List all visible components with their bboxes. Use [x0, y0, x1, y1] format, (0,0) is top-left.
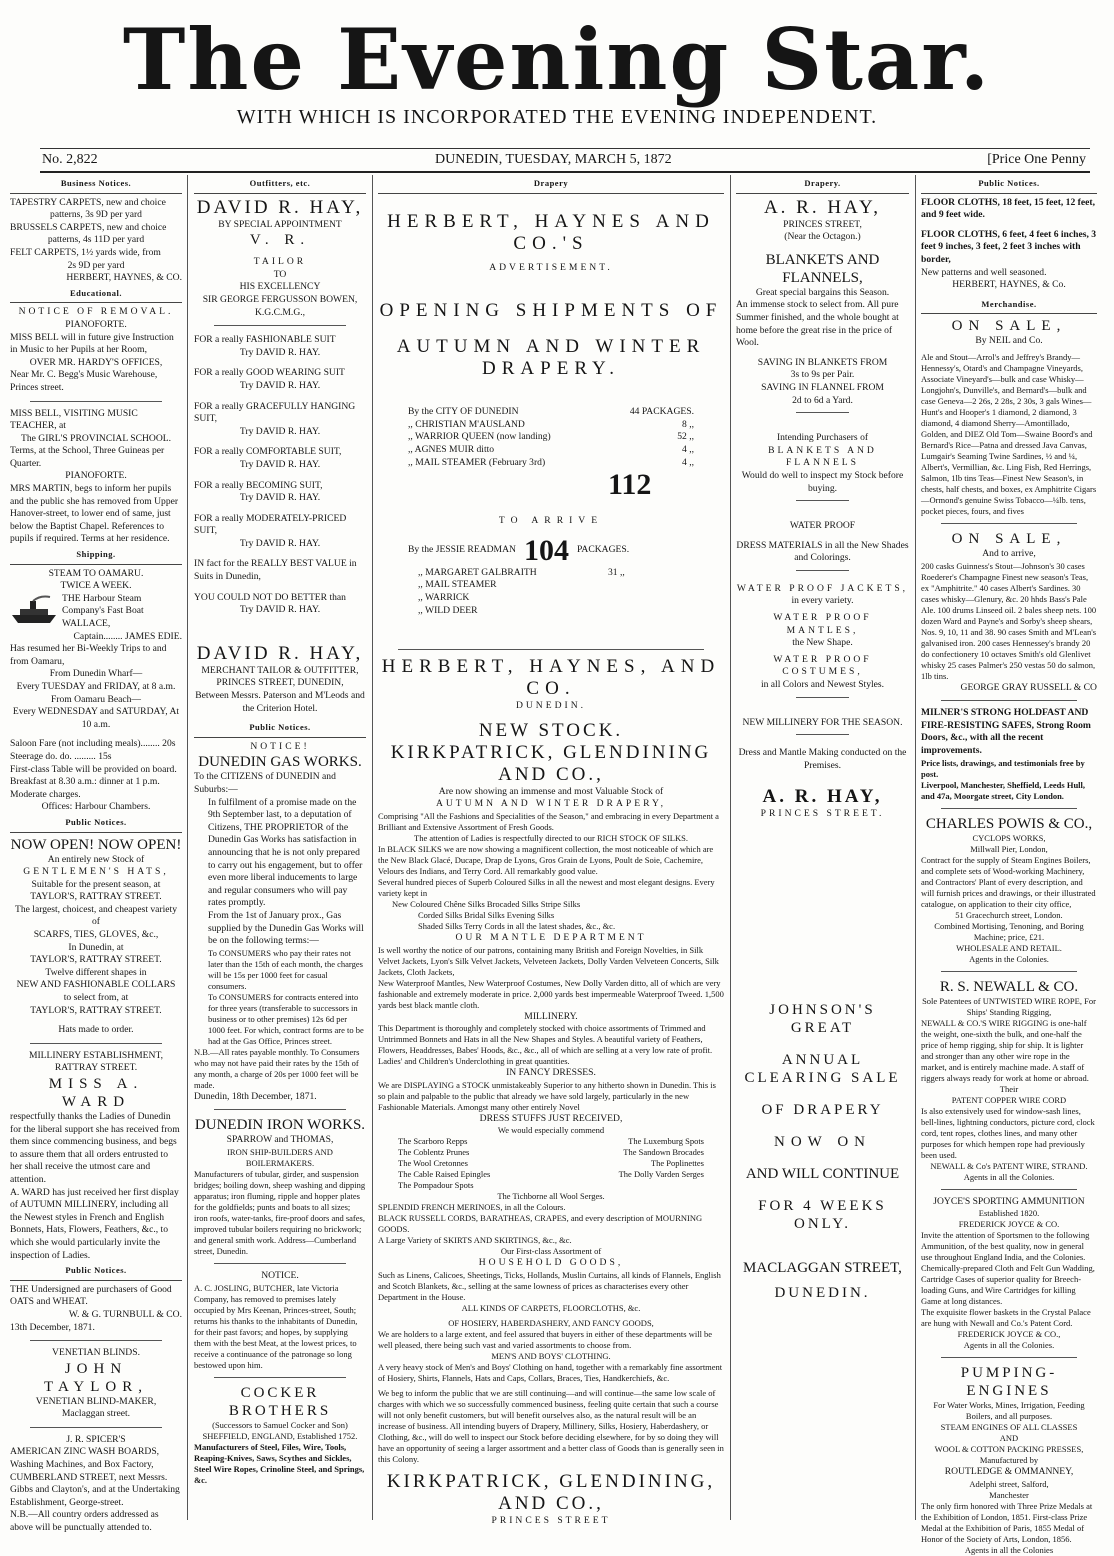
text-line: Offices: Harbour Chambers. — [41, 801, 151, 813]
text-line: Every WEDNESDAY and SATURDAY, At 10 a.m. — [12, 706, 180, 730]
heading: HOUSEHOLD GOODS, — [478, 1257, 624, 1269]
paragraph: A. C. JOSLING, BUTCHER, late Victoria Company, has removed to premises lately occupied by Mrs Keenan, Princes-street, South; returns his thanks to the inhabitants of Dunedin, for their past favors; and hopes, by supplying them with the best Meat, at the lowest prices, to receive a continuance of the patronage so long bestowed upon him. — [194, 1282, 358, 1370]
section-heading: Business Notices. — [10, 175, 182, 194]
issue-number: No. 2,822 — [42, 152, 98, 167]
text-line: patterns, 4s 11D per yard — [47, 234, 145, 246]
text-line: Agents in all the Colonies — [964, 1544, 1054, 1555]
divider — [941, 523, 1077, 524]
text-line: to select from, at — [63, 992, 129, 1004]
text-line: FOR a really GOOD WEARING SUIT — [194, 367, 345, 379]
heading: AND WILL CONTINUE — [745, 1166, 900, 1182]
column-rule — [730, 175, 731, 1520]
heading: MILLINERY. — [524, 1010, 578, 1022]
column-5 — [921, 175, 1097, 1555]
text-line: FREDERICK JOYCE & CO., — [957, 1329, 1061, 1340]
text-line: Millwall Pier, London, — [970, 843, 1048, 854]
text-line: Every TUESDAY and FRIDAY, at 8 a.m. — [16, 680, 176, 692]
heading: WATER PROOF — [789, 520, 856, 532]
heading: WATER PROOF JACKETS, — [736, 582, 909, 594]
paragraph: 200 casks Guinness's Stout—Johnson's 30 cases Roederer's Champagne Finest new season's Teas, ex "Amphitrite." 40 cases Albert's Sardines. 30 cases whisky—Glenury, &c. 20 hhds Bass's Pale Ale. 100 drums Linseed oil. 2 bales sheep nets. 100 dozen Ward and Payne's and Sorby's sheep shears, Nos. 9, 10, 11 and 38. 90 cases Smith and M'Lean's galvanised iron. 200 cases Hennessey's brandy 20 do confectionery 10 octaves Smith's old Glenlivet whisky 25 cases Palmer's 250 vestas 50 do salmon, 1lb tins. — [921, 560, 1097, 681]
table-row: By the JESSIE READMAN 104 PACKAGES. — [408, 533, 630, 567]
heading: NOTICE OF REMOVAL. — [18, 306, 174, 318]
divider — [941, 971, 1077, 972]
heading: NOW OPEN! NOW OPEN! — [10, 836, 182, 853]
text-line: We would especially commend — [497, 1125, 605, 1136]
heading: JOYCE'S SPORTING AMMUNITION — [933, 1195, 1085, 1207]
section-heading: Drapery — [378, 175, 724, 194]
heading: STEAM TO OAMARU. — [48, 567, 144, 579]
text-line: Manchester — [989, 1489, 1029, 1500]
text-line: Hats made to order. — [58, 1024, 134, 1036]
text-line: WHOLESALE AND RETAIL. — [956, 942, 1062, 953]
heading: NOTICE. — [261, 1269, 299, 1281]
divider — [796, 412, 849, 413]
text-line: And to arrive, — [982, 547, 1036, 559]
text-line: Captain........ JAMES EDIE. — [73, 630, 182, 642]
text-line: Between Messrs. Paterson and M'Leods and the Criterion Hotel. — [195, 690, 365, 714]
paragraph: respectfully thanks the Ladies of Dunedin for the liberal support she has received from them since commencing business, and begs to assure them that all orders entrusted to her shall receive the utmost care and attention. — [10, 1111, 180, 1185]
text-line: (Near the Octagon.) — [784, 231, 861, 243]
heading: ON SALE, — [951, 530, 1067, 547]
text-line: 3s to 9s per Pair. — [790, 369, 855, 381]
text-line: OVER MR. HARDY'S OFFICES, — [29, 356, 163, 368]
text-line: Suitable for the present season, at — [31, 878, 161, 890]
heading: HERBERT, HAYNES AND CO.'S — [387, 210, 715, 254]
text-line: From Dunedin Wharf— — [49, 668, 143, 680]
paragraph: N.B.—All country orders addressed as above will be punctually attended to. — [10, 1509, 159, 1534]
text-line: Shaded Silks Terry Cords in all the latest shades, &c., &c. — [418, 920, 616, 931]
paragraph: AMERICAN ZINC WASH BOARDS, Washing Machines, and Box Factory, CUMBERLAND STREET, next Messrs. Gibbs and Clayton's, and at the Undertaking Establishment, George-street. — [10, 1446, 180, 1508]
dress-stuffs-table: The Scarboro Repps The Luxemburg Spots The Coblentz Prunes The Sandown Brocades The Wool Cretonnes The Poplinettes The Cable Raised Epingles The Dolly Varden Serges The Pompadour Spots — [398, 1136, 704, 1191]
column-rule — [915, 175, 916, 1520]
text-line: Try DAVID R. HAY. — [239, 458, 321, 470]
text-line: FOR a really COMFORTABLE SUIT, — [194, 446, 342, 458]
total: 104 — [523, 533, 569, 567]
text-line: FOR a really BECOMING SUIT, — [194, 479, 323, 491]
paragraph: In BLACK SILKS we are now showing a magnificent collection, the most noticeable of which are the New Black Glacé, Ducape, Drap de Lyons, Gros Grain de Lyons, Poult de Soie, Cachemire, Velours des Indians, and Terry Cord. All remarkably good value. — [378, 843, 714, 876]
column-rule — [187, 175, 188, 1520]
paragraph: The exquisite flower baskets in the Crystal Palace are hung with Newall and Co.'s Patent Cord. — [921, 1307, 1091, 1329]
heading: AUTUMN AND WINTER DRAPERY. — [396, 336, 706, 380]
text-line: PRINCES STREET, DUNEDIN, — [216, 677, 344, 689]
text-line: FOR a really FASHIONABLE SUIT — [194, 334, 336, 346]
divider — [796, 570, 849, 571]
paragraph: Liverpool, Manchester, Sheffield, Leeds Hull, and 47a, Moorgate street, City London. — [921, 779, 1086, 801]
divider — [796, 697, 849, 698]
masthead-subtitle: WITH WHICH IS INCORPORATED THE EVENING INDEPENDENT. — [236, 106, 878, 128]
heading: TO ARRIVE — [498, 515, 604, 527]
text-line: 2d to 6d a Yard. — [792, 394, 853, 406]
paragraph: We beg to inform the public that we are still continuing—and will continue—the same low scale of charges with which we so successfully commenced business, feeling quite certain that such a course will not only benefit customers, but will benefit ourselves also, as the natural result will be an increase of business. All intending buyers of Drapery, Millinery, Silks, Hosiery, Haberdashery, or Clothing, &c., will do well to inspect our Stock before deciding elsewhere, for by so doing they will have an opportunity of seeing a larger assortment and a better class of Goods than is generally seen in this Colony. — [378, 1387, 724, 1464]
text-line: MERCHANT TAILOR & OUTFITTER, — [201, 664, 359, 676]
steamer-ad — [10, 593, 182, 631]
advertiser: HERBERT, HAYNES, & CO. — [66, 272, 182, 284]
paragraph: Price lists, drawings, and testimonials free by post. — [921, 757, 1085, 779]
paragraph: Manufacturers of Steel, Files, Wire, Tools, Reaping-Knives, Saws, Scythes and Sickles, Steel Wire Ropes, Crinoline Steel, and Springs, &c. — [194, 1441, 365, 1485]
arrivals-list — [378, 567, 724, 617]
text-line: ROUTLEDGE & OMMANNEY, — [944, 1466, 1074, 1478]
text-line: DUNEDIN. — [515, 700, 587, 712]
paragraph: Several hundred pieces of Superb Coloured Silks in all the newest and most elegant designs. Every variety kept in — [378, 876, 715, 898]
heading: NOW ON — [774, 1134, 871, 1150]
text-line: TAYLOR'S, RATTRAY STREET. — [30, 1004, 162, 1016]
text-line: Agents in the Colonies. — [969, 953, 1049, 964]
price: [Price One Penny — [987, 152, 1086, 167]
heading: FOR 4 WEEKS ONLY. — [758, 1198, 887, 1232]
column-rule — [372, 175, 373, 1520]
heading: DRESS STUFFS JUST RECEIVED, — [479, 1112, 623, 1124]
heading: ANNUAL CLEARING SALE — [744, 1052, 901, 1086]
paragraph: FLOOR CLOTHS, 18 feet, 15 feet, 12 feet, and 9 feet wide. — [921, 196, 1095, 221]
text-line: Great special bargains this Season. — [755, 286, 890, 298]
text-line: patterns, 3s 9D per yard — [50, 209, 142, 221]
paragraph: MRS MARTIN, begs to inform her pupils and the public she has removed from Upper Hanover-street, to lower end of same, just below the Baptist Chapel. References to pupils if required. Terms at her residence. — [10, 483, 179, 545]
text-line: Their — [999, 1083, 1019, 1094]
paragraph: Such as Linens, Calicoes, Sheetings, Ticks, Hollands, Muslin Curtains, all kinds of Flannels, English and Scotch Blankets, &c., selling at the same lowness of prices as characterises every other Department in the House. — [378, 1269, 721, 1302]
list-item: ,, MARGARET GALBRAITH — [418, 566, 537, 578]
column-4 — [736, 175, 909, 1520]
divider — [214, 1377, 346, 1378]
paragraph: Is well worthy the notice of our patrons, containing many British and Foreign Novelties, in Silk Velvet Jackets, Lyon's Silk Velvet Jackets, Velveteen Jackets, Dolly Varden Velveteen Concerts, Silk Jackets, Cloth Jackets, — [378, 944, 719, 977]
heading: PIANOFORTE. — [65, 470, 127, 482]
advertiser: HERBERT, HAYNES, & Co. — [952, 279, 1066, 291]
paragraph: In fulfilment of a promise made on the 9th September last, to a deputation of Citizens, THE PROPRIETOR of the Dunedin Gas Works has satisfaction in announcing that he is not only prepared to carry out his engagement, but to offer even more liberal inducements to large and regular consumers who will pay rates promptly. — [208, 796, 363, 909]
paragraph: New Waterproof Mantles, New Waterproof Costumes, New Dolly Varden ditto, all of which are very fashionable and extremely moderate in price. 2,000 yards best impermeable Waterproof Tweed. 1,500 yards best black mantle cloth. — [378, 977, 724, 1010]
text-line: Manufactured by — [979, 1455, 1039, 1466]
heading: DAVID R. HAY, — [196, 642, 364, 664]
divider — [398, 649, 704, 650]
heading: NEW STOCK. — [478, 719, 624, 741]
heading: A. R. HAY, — [763, 196, 882, 218]
text-line: Are now showing an immense and most Valuable Stock of — [438, 785, 664, 797]
text-line: BRUSSELS CARPETS, new and choice — [10, 221, 167, 233]
heading: DUNEDIN. — [774, 1285, 871, 1301]
text-line: A Large Variety of SKIRTS AND SKIRTINGS, &c., &c. — [378, 1235, 572, 1246]
heading: A. R. HAY, — [762, 786, 883, 808]
total: 112 — [608, 468, 652, 502]
section-heading: Shipping. — [10, 546, 182, 565]
text-line: PATENT COPPER WIRE CORD — [951, 1094, 1067, 1105]
heading: VENETIAN BLINDS. — [52, 1347, 140, 1359]
text-line: For Water Works, Mines, Irrigation, Feeding Boilers, and all purposes. — [933, 1400, 1085, 1422]
paragraph: Comprising "All the Fashions and Specialities of the Season," and embracing in every Department a Brilliant and Extensive Assortment of Fresh Goods. — [378, 810, 719, 832]
divider — [30, 1043, 162, 1044]
text-line: By NEIL and Co. — [975, 335, 1043, 347]
text-line: WOOL & COTTON PACKING PRESSES, — [934, 1444, 1084, 1455]
section-heading: Outfitters, etc. — [194, 175, 366, 194]
paragraph: The only firm honored with Three Prize Medals at the Exhibition of London, 1851. First-class Prize Medal at the Exhibition of Paris, 1855 Medal of Honor of the Society of Arts, London, 1856. — [921, 1500, 1093, 1544]
paragraph: Ale and Stout—Arrol's and Jeffrey's Brandy—Hennessy's, Otard's and Champagne Vineyards, Associate Vineyard's—bulk and case Whisky—Longjohn's, Dunville's, and Bernard's—bulk and case Geneva—2 26s, 2 28s, 2 30s, 3 gals Wines—Hunt's and Hooper's 1 diamond, 2 diamond, 3 diamond, 4 diamond Sherry—Amontillado, Golden, and DIEZ Old Tom—Swaine Boord's and Bernard's Rice—Patna and dressed Java Canvas, Lumgair's Seaming Twine Sardines, ½ and ¼, Albert's, Vermillian, &c. Ling Fish, Red Herrings, Salmon, 1lb tins Teas—Finest New Season's, in chests, half chests, and boxes, ex Amphitrite Cigars—Ormond's genuine Swiss Tobacco—¼lb. tens, pocket pieces, fours, and fives — [921, 351, 1097, 516]
steamship-icon — [10, 593, 58, 625]
text-line: SIR GEORGE FERGUSSON BOWEN, — [202, 293, 358, 305]
heading: KIRKPATRICK, GLENDINING AND CO., — [390, 741, 712, 785]
text-line: Try DAVID R. HAY. — [239, 346, 321, 358]
text-line: TAYLOR'S, RATTRAY STREET. — [30, 891, 162, 903]
text-line: The attention of Ladies is respectfully directed to our RICH STOCK OF SILKS. — [414, 832, 688, 843]
text-line: BLANKETS AND FLANNELS — [768, 444, 877, 469]
text-line: SAVING IN BLANKETS FROM — [757, 356, 888, 368]
divider — [30, 1340, 162, 1341]
heading: MEN'S AND BOYS' CLOTHING. — [491, 1350, 611, 1361]
text-line: HIS EXCELLENCY — [239, 281, 321, 293]
masthead-title: The Evening Star. — [122, 10, 992, 109]
text-line: VENETIAN BLIND-MAKER, — [35, 1395, 157, 1407]
suit-ads — [194, 334, 366, 617]
paragraph: Invite the attention of Sportsmen to the following Ammunition, of the best quality, now in general use throughout England India, and the Colonies. — [921, 1230, 1090, 1263]
table-row: ,, CHRISTIAN M'AUSLAND 8 ,, — [408, 418, 694, 430]
text-line: PRINCES STREET — [491, 1514, 611, 1526]
list-item: ,, MAIL STEAMER — [418, 579, 497, 591]
table-row: ,, AGNES MUIR ditto 4 ,, — [408, 443, 694, 455]
heading: COCKER BROTHERS — [228, 1384, 332, 1419]
heading: OPENING SHIPMENTS OF — [379, 300, 723, 322]
text-line: Try DAVID R. HAY. — [239, 379, 321, 391]
divider — [941, 1357, 1077, 1358]
text-line: DRESS MATERIALS in all the New Shades and Colorings. — [736, 539, 909, 564]
paragraph: Contract for the supply of Steam Engines Boilers, and complete sets of Wood-working Machinery, and Contractors' Plant of every description, and will furnish prices and drawings, or their illustrated catalogue, on application to their city office, — [921, 854, 1096, 909]
advertiser: W. & G. TURNBULL & CO. — [68, 1308, 182, 1320]
text-line: the New Shape. — [792, 637, 853, 649]
text-line: in all Colors and Newest Styles. — [760, 679, 885, 691]
list-item: ,, WARRICK — [418, 591, 470, 603]
heading: IN FANCY DRESSES. — [506, 1067, 596, 1079]
paragraph: Chemically-prepared Cloth and Felt Gun Wadding, Cartridge Cases of superior quality for Breech-loading Guns, and Wire Cartridges for killing Game at long distances. — [921, 1263, 1095, 1307]
text-line: Dunedin, 18th December, 1871. — [194, 1090, 317, 1102]
paragraph: An immense stock to select from. All pure Summer finished, and the whole bought at home before the great rise in the price of Wool. — [736, 299, 899, 349]
text-line: The Tichborne all Wool Serges. — [497, 1191, 605, 1202]
heading: MACLAGGAN STREET, — [743, 1260, 902, 1276]
text-line: (Successors to Samuel Cocker and Son) SHEFFIELD, ENGLAND, Established 1752. — [202, 1419, 358, 1441]
text-line: Try DAVID R. HAY. — [239, 537, 321, 549]
text-line: TAPESTRY CARPETS, new and choice — [10, 196, 166, 208]
column-1 — [10, 175, 182, 1534]
section-heading: Public Notices. — [10, 1262, 182, 1281]
heading: JOHN TAYLOR, — [44, 1360, 148, 1395]
text-line: SPARROW and THOMAS, — [226, 1134, 334, 1146]
text-line: FREDERICK JOYCE & CO. — [958, 1219, 1060, 1230]
text-line: Maclaggan street. — [61, 1408, 131, 1420]
paragraph: To CONSUMERS who pay their rates not later than the 15th of each month, the charges will be 15s per 1000 feet for casual consumers. — [208, 947, 363, 991]
text-line: Near Mr. C. Begg's Music Warehouse, Princes street. — [10, 369, 158, 393]
text-line: YOU COULD NOT DO BETTER than — [194, 591, 346, 603]
paragraph: MISS BELL, VISITING MUSIC TEACHER, at — [10, 407, 138, 432]
text-line: Adelphi street, Salford, — [969, 1478, 1049, 1489]
text-line: New patterns and well seasoned. — [921, 266, 1047, 278]
text-line: THE Harbour Steam Company's Fast Boat WALLACE, — [62, 592, 144, 629]
heading: DUNEDIN IRON WORKS. — [194, 1117, 366, 1134]
text-line: PRINCES STREET, — [783, 218, 862, 230]
paragraph: MISS BELL will in future give Instruction in Music to her Pupils at her Room, — [10, 331, 174, 356]
text-line: NEW AND FASHIONABLE COLLARS — [16, 979, 176, 991]
column-2 — [194, 175, 366, 1520]
paragraph: MILNER'S STRONG HOLDFAST AND FIRE-RESISTING SAFES, Strong Room Doors, &c., with all the recent improvements. — [921, 707, 1091, 756]
text-line: SPLENDID FRENCH MERINOES, in all the Colours. — [378, 1202, 566, 1213]
heading: R. S. NEWALL & CO. — [939, 978, 1079, 995]
masthead — [0, 0, 1114, 140]
divider — [30, 401, 162, 402]
divider — [214, 325, 346, 326]
text-line: Try DAVID R. HAY. — [239, 425, 321, 437]
text-line: V. R. — [249, 232, 311, 249]
text-line: Dress and Mantle Making conducted on the Premises. — [738, 747, 907, 771]
text-line: NEWALL & Co's PATENT WIRE, STRAND. — [930, 1160, 1088, 1171]
heading: PUMPING-ENGINES — [960, 1365, 1058, 1400]
divider — [941, 700, 1077, 701]
text-line: Terms, at the School, Three Guineas per Quarter. — [10, 445, 165, 469]
text-line: K.G.C.M.G., — [254, 306, 306, 318]
text-line: Agents in all the Colonies. — [963, 1171, 1055, 1182]
text-line: Try DAVID R. HAY. — [239, 604, 321, 616]
text-line: Intending Purchasers of — [776, 432, 869, 444]
divider — [30, 1427, 162, 1428]
text-line: 51 Gracechurch street, London. — [955, 909, 1063, 920]
heading: TWICE A WEEK. — [60, 580, 132, 592]
heading: HERBERT, HAYNES, AND CO. — [381, 656, 721, 700]
text-line: Our First-class Assortment of — [500, 1246, 602, 1257]
text-line: Corded Silks Bridal Silks Evening Silks — [418, 909, 555, 920]
text-line: In Dunedin, at — [68, 941, 124, 953]
heading: ON SALE, — [951, 318, 1067, 335]
text-line: SCARFS, TIES, GLOVES, &c., — [33, 929, 159, 941]
text-line: Saloon Fare (not including meals)........ 20s — [10, 738, 176, 750]
text-line: The GIRL'S PROVINCIAL SCHOOL. — [20, 432, 172, 444]
text-line: The largest, choicest, and cheapest variety of — [14, 903, 178, 928]
text-line: PRINCES STREET. — [760, 808, 885, 820]
heading: NEW MILLINERY FOR THE SEASON. — [742, 716, 903, 728]
text-line: TAILOR — [253, 256, 307, 268]
paragraph: A. WARD has just received her first display of AUTUMN MILLINERY, including all the Newest styles in French and English Bonnets, Hats, Flowers, Feathers, &c., to which she would particularly invite the inspection of Ladies. — [10, 1186, 179, 1261]
text-line: Sole Patentees of UNTWISTED WIRE ROPE, For Ships' Standing Rigging, — [922, 995, 1096, 1017]
text-line: Steerage do. do. ......... 15s — [10, 750, 112, 762]
heading: WATER PROOF COSTUMES, — [773, 653, 872, 678]
text-line: FOR a really GRACEFULLY HANGING SUIT, — [194, 400, 356, 425]
text-line: BY SPECIAL APPOINTMENT — [218, 218, 342, 230]
section-heading: Drapery. — [736, 175, 909, 194]
text-line: Twelve different shapes in — [45, 966, 147, 978]
text-line: Established 1820. — [978, 1208, 1040, 1219]
section-heading: Educational. — [10, 285, 182, 304]
heading: JOHNSON'S GREAT — [769, 1002, 876, 1036]
text-line: FELT CARPETS, 1½ yards wide, from — [10, 246, 161, 258]
heading: DAVID R. HAY, — [196, 196, 364, 218]
heading: MISS A. WARD — [48, 1076, 144, 1110]
text-line: An entirely new Stock of — [47, 853, 145, 865]
paragraph: NEWALL & CO.'S WIRE RIGGING is one-half the weight, one-sixth the bulk, and one-half the price of hemp rigging, ship for ship. It is lighter and stronger than any other wire rope in the market, and is entirely machine made. A staff of riggers always ready for work at home or abroad. — [921, 1017, 1089, 1083]
text-line: CYCLOPS WORKS, — [972, 832, 1046, 843]
paragraph: We are DISPLAYING a STOCK unmistakeably Superior to any hitherto shown in Dunedin. This is so plain and palpable to the public that already we have sold largely, particularly in the new Fashionable Materials. Amongst many other entirely Novel — [378, 1079, 716, 1112]
text-line: Combined Mortising, Tenoning, and Boring Machine; price, £21. — [934, 920, 1084, 942]
heading: OF DRAPERY — [761, 1102, 884, 1118]
heading: MILLINERY ESTABLISHMENT, — [28, 1049, 164, 1061]
text-line: TAYLOR'S, RATTRAY STREET. — [30, 954, 162, 966]
heading: CHARLES POWIS & CO., — [925, 815, 1093, 832]
heading: WATER PROOF MANTLES, — [773, 612, 872, 636]
text-line: Try DAVID R. HAY. — [239, 492, 321, 504]
section-heading: Merchandise. — [921, 296, 1097, 315]
section-heading: Public Notices. — [194, 719, 366, 738]
paragraph: A very heavy stock of Men's and Boys' Clothing on hand, together with a remarkably fine assortment of Hosiery, Shirts, Flannels, Hats and Caps, Collars, Braces, Ties, Handkerchiefs, &c. — [378, 1361, 723, 1383]
column-3 — [378, 175, 724, 1526]
heading: KIRKPATRICK, GLENDINING, AND CO., — [386, 1470, 716, 1514]
paragraph: Is also extensively used for window-sash lines, bell-lines, lightning conductors, picture cord, clock cord, tent ropes, clothes lines, and many other purposes for which hempen rope had previously been used. — [921, 1105, 1095, 1160]
paragraph: To CONSUMERS for contracts entered into for three years (transferable to successors in business or to other premises) 12s 6d per 1000 feet. For which, contract forms are to be had at the Gas Office, Princes street. — [208, 991, 364, 1046]
text-line: STEAM ENGINES OF ALL CLASSES — [940, 1422, 1078, 1433]
table-row: ,, MAIL STEAMER (February 3rd) 4 ,, — [408, 456, 694, 468]
text-line: From Oamaru Beach— — [50, 693, 142, 705]
paragraph: BLACK RUSSELL CORDS, BARATHEAS, CRAPES, and every description of MOURNING GOODS. — [378, 1213, 703, 1235]
advertiser: GEORGE GRAY RUSSELL & CO — [960, 681, 1097, 693]
paragraph: We are holders to a large extent, and feel assured that buyers in either of these departments will be well pleased, there being such vast and varied assortments to choose from. — [378, 1328, 713, 1350]
section-heading: Public Notices. — [10, 814, 182, 833]
paragraph: First-class Table will be provided on board. Breakfast at 8.30 a.m.: dinner at 1 p.m. Moderate charges. — [10, 763, 177, 800]
text-line: 13th December, 1871. — [10, 1321, 95, 1333]
table-row: By the CITY OF DUNEDIN 44 PACKAGES. — [408, 406, 694, 418]
text-line: Has resumed her Bi-Weekly Trips to and from Oamaru, — [10, 643, 167, 667]
heading: DUNEDIN GAS WORKS. — [198, 754, 362, 771]
text-line: FOR a really MODERATELY-PRICED SUIT, — [194, 512, 347, 537]
text-line: AND — [999, 1433, 1019, 1444]
text-line: IN fact for the REALLY BEST VALUE in Suits in Dunedin, — [194, 558, 357, 583]
paragraph: FLOOR CLOTHS, 6 feet, 4 feet 6 inches, 3 feet 9 inches, 3 feet, 2 feet 3 inches with border, — [921, 228, 1097, 265]
text-line: 2s 9D per yard — [67, 259, 125, 271]
heading: PIANOFORTE. — [65, 318, 127, 330]
paragraph: N.B.—All rates payable monthly. To Consumers who may not have paid their rates by the 15th of any month, a charge of 20s per 1000 feet will be made. — [194, 1046, 360, 1090]
divider — [941, 1189, 1077, 1190]
shipments-table — [378, 406, 724, 501]
paragraph: From the 1st of January prox., Gas supplied by the Dunedin Gas Works will be on the following terms:— — [208, 909, 364, 947]
text-line: AUTUMN AND WINTER DRAPERY, — [435, 798, 667, 810]
text-line: 31 ,, — [608, 566, 625, 578]
divider — [941, 808, 1077, 809]
carpets-ad — [10, 197, 182, 285]
text-line: in every variety. — [791, 595, 854, 607]
text-line: IRON SHIP-BUILDERS AND BOILERMAKERS. — [227, 1146, 333, 1168]
text-line: SAVING IN FLANNEL FROM — [761, 381, 884, 393]
text-line: ALL KINDS OF CARPETS, FLOORCLOTHS, &c. — [461, 1302, 641, 1313]
text-line: GENTLEMEN'S HATS, — [23, 866, 169, 878]
table-row: ,, WARRIOR QUEEN (now landing) 52 ,, — [408, 431, 694, 443]
place-date: DUNEDIN, TUESDAY, MARCH 5, 1872 — [435, 152, 672, 167]
section-heading: Public Notices. — [921, 175, 1097, 194]
divider — [214, 1263, 346, 1264]
divider — [214, 1109, 346, 1110]
text-line: Would do well to inspect my Stock before buying. — [741, 469, 904, 494]
heading: NOTICE! — [250, 740, 310, 752]
paragraph: This Department is thoroughly and completely stocked with choice assortments of Trimmed and Untrimmed Bonnets and Hats in all the New Shapes and Styles. A beautiful variety of Feathers, Flowers, Headdresses, Babes' Hoods, &c., &c., all of which are selling at a very low rate of profit. Ladies' and Children's Underclothing in great quantities. — [378, 1023, 713, 1067]
paragraph: To the CITIZENS of DUNEDIN and Suburbs:— — [194, 771, 336, 795]
heading: BLANKETS AND FLANNELS, — [765, 251, 880, 286]
divider — [796, 500, 849, 501]
list-item: ,, WILD DEER — [418, 604, 478, 616]
text-line: TO — [273, 268, 287, 280]
divider — [796, 734, 849, 735]
heading: OF HOSIERY, HABERDASHERY, AND FANCY GOODS, — [448, 1317, 654, 1328]
text-line: Agents in all the Colonies. — [963, 1340, 1055, 1351]
heading: ADVERTISEMENT. — [489, 261, 613, 273]
heading: OUR MANTLE DEPARTMENT — [455, 931, 647, 943]
paragraph: THE Undersigned are purchasers of Good OATS and WHEAT. — [10, 1283, 172, 1308]
heading: J. R. SPICER'S — [66, 1433, 126, 1445]
text-line: RATTRAY STREET. — [54, 1062, 138, 1074]
paragraph: Manufacturers of tubular, girder, and suspension bridges; boiling down, sheep washing and dipping apparatus; iron fluming, ripple and hopper plates for the goldfields; punts and boats to all sizes; iron roofs, water-tanks, fire-proof doors and safes, improved tubular boilers requiring no brickwork; and general smith work. Address—Cumberland street, Dunedin. — [194, 1168, 366, 1256]
text-line: New Coloured Chêne Silks Brocaded Silks Stripe Silks — [392, 898, 581, 909]
dateline — [40, 148, 1090, 173]
